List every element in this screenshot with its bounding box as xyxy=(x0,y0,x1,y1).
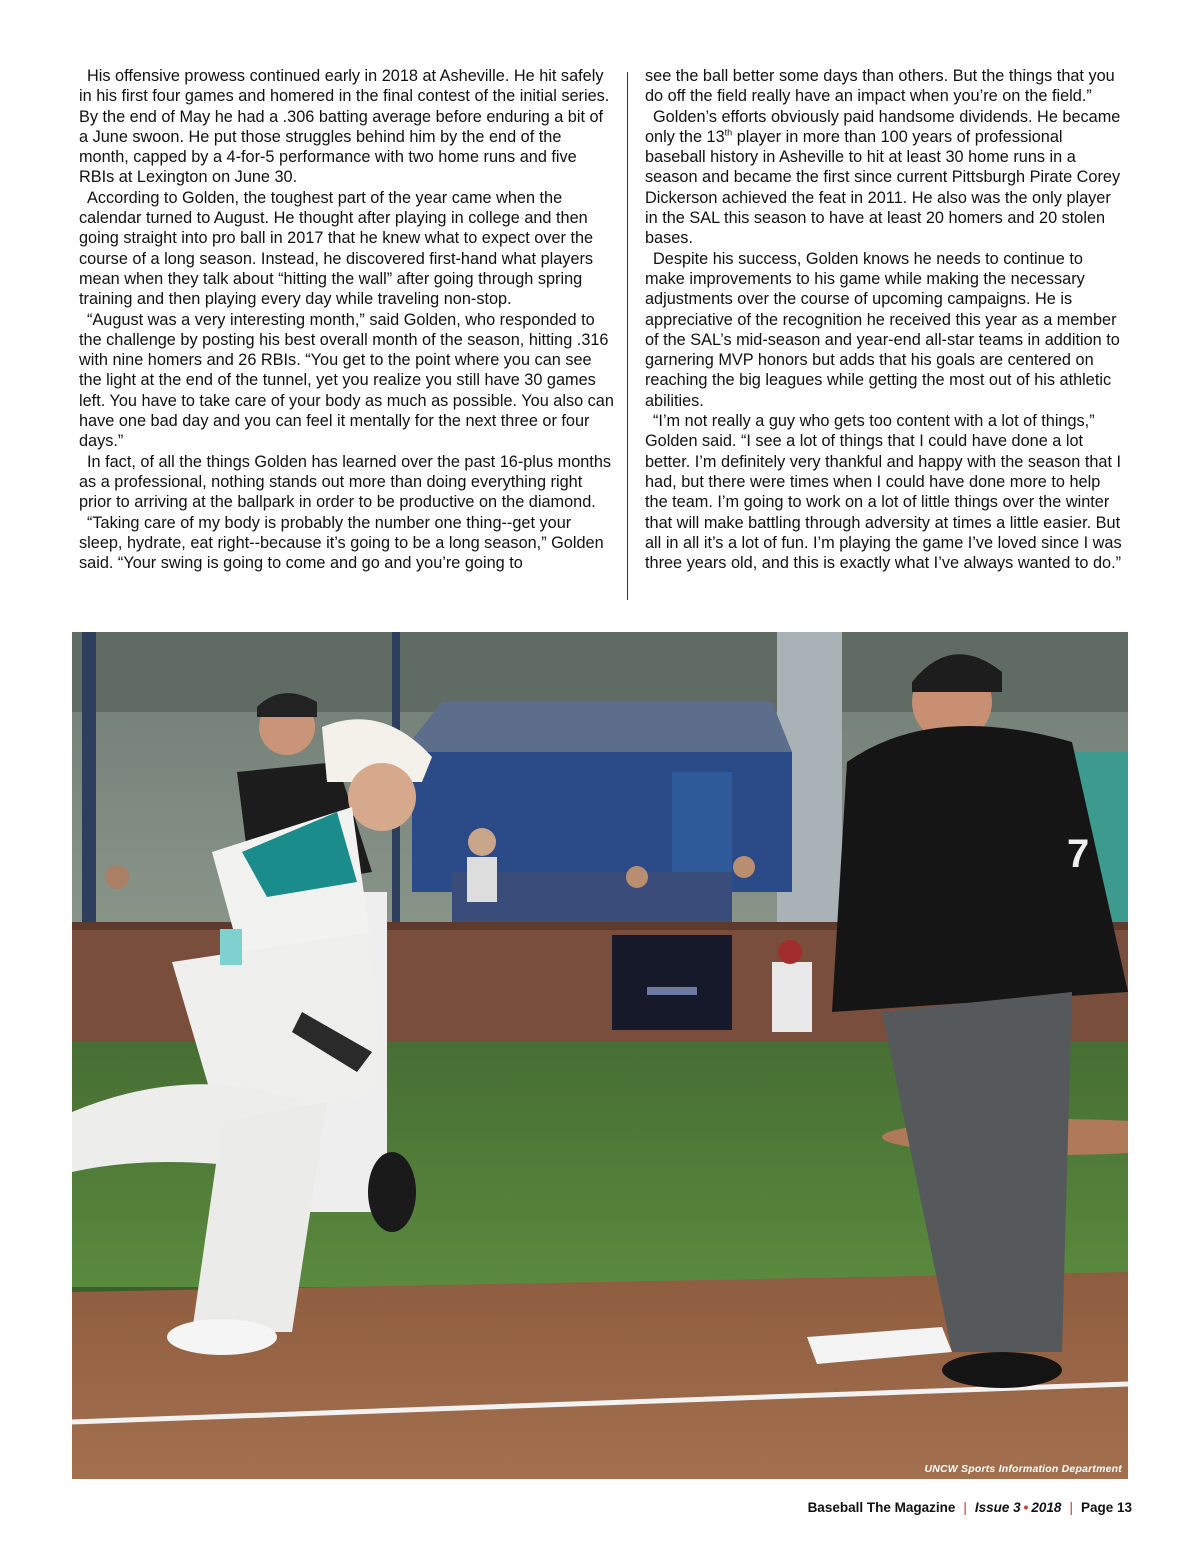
baserunner-photo xyxy=(72,632,1128,1479)
footer-dot: • xyxy=(1023,1500,1029,1515)
page-footer xyxy=(808,1500,1132,1515)
paragraph: “August was a very interesting month,” said Golden, who responded to the challenge by posting his best overall month of the season, hitting .316 with nine homers and 26 RBIs. “You get to the point where you can see the light at the end of the tunnel, yet you realize you still have 30 games left. You have to take care of your body as much as possible. You also can have one bad day and you can feel it mentally for the next three or four days.” xyxy=(79,310,614,451)
issue-number: Issue 3 xyxy=(974,1500,1021,1515)
umpire-number: 7 xyxy=(1067,832,1090,876)
paragraph: “Taking care of my body is probably the number one thing--get your sleep, hydrate, eat right--because it’s going to be a long season,” Golden said. “Your swing is going to come and go and you’re going to xyxy=(79,513,604,573)
paragraph: Despite his success, Golden knows he needs to continue to make improvements to his game while making the necessary adjustments over the course of upcoming campaigns. He is appreciative of the recognition he received this year as a member of the SAL’s mid-season and year-end all-star teams in addition to garnering MVP honors but adds that his goals are centered on reaching the big leagues while getting the most out of his athletic abilities. xyxy=(645,249,1120,410)
article-right-column xyxy=(645,66,1123,573)
footer-separator: | xyxy=(1069,1500,1073,1515)
paragraph xyxy=(645,107,1123,249)
paragraph-text: Golden’s efforts obviously paid handsome dividends. He became only the 13 xyxy=(645,107,1121,146)
paragraph-text: player in more than 100 years of professional baseball history in Asheville to hit at least 30 home runs in a season and became the first since current Pittsburgh Pirate Corey Dickerson achieved the feat in 2011. He also was the only player in the SAL this season to have at least 20 homers and 20 stolen bases. xyxy=(645,127,1121,248)
magazine-name: Baseball The Magazine xyxy=(807,1500,956,1515)
paragraph: His offensive prowess continued early in 2018 at Asheville. He hit safely in his first four games and homered in the final contest of the initial series. By the end of May he had a .306 batting average before enduring a bit of a June swoon. He put those struggles behind him by the end of the month, capped by a 4-for-5 performance with two home runs and five RBIs at Lexington on June 30. xyxy=(79,67,610,187)
footer-separator: | xyxy=(963,1500,967,1515)
paragraph: In fact, of all the things Golden has learned over the past 16-plus months as a professional, nothing stands out more than doing everything right prior to arriving at the ballpark in order to be productive on the diamond. xyxy=(79,452,612,512)
photo-credit: UNCW Sports Information Department xyxy=(924,1463,1122,1475)
paragraph: see the ball better some days than others. But the things that you do off the field really have an impact when you’re on the field.” xyxy=(645,67,1115,106)
paragraph: According to Golden, the toughest part of the year came when the calendar turned to August. He thought after playing in college and then going straight into pro ball in 2017 that he knew what to expect over the course of a long season. Instead, he discovered first-hand what players mean when they talk about “hitting the wall” after going through spring training and then playing every day while traveling non-stop. xyxy=(79,188,594,309)
ordinal-suffix: th xyxy=(724,127,733,138)
article-left-column xyxy=(79,66,615,573)
paragraph: “I’m not really a guy who gets too content with a lot of things,” Golden said. “I see a lot of things that I could have done a lot better. I’m definitely very thankful and happy with the season that I had, but there were times when I could have done more to help the team. I’m going to work on a lot of little things over the winter that will make battling through adversity at times a little easier. But all in all it’s a lot of fun. I’m playing the game I’ve loved since I was three years old, and this is exactly what I’ve always wanted to do.” xyxy=(645,412,1122,573)
photo-illustration xyxy=(72,632,1128,1479)
page-number: Page 13 xyxy=(1080,1500,1132,1515)
column-divider xyxy=(627,72,628,600)
issue-year: 2018 xyxy=(1031,1500,1062,1515)
